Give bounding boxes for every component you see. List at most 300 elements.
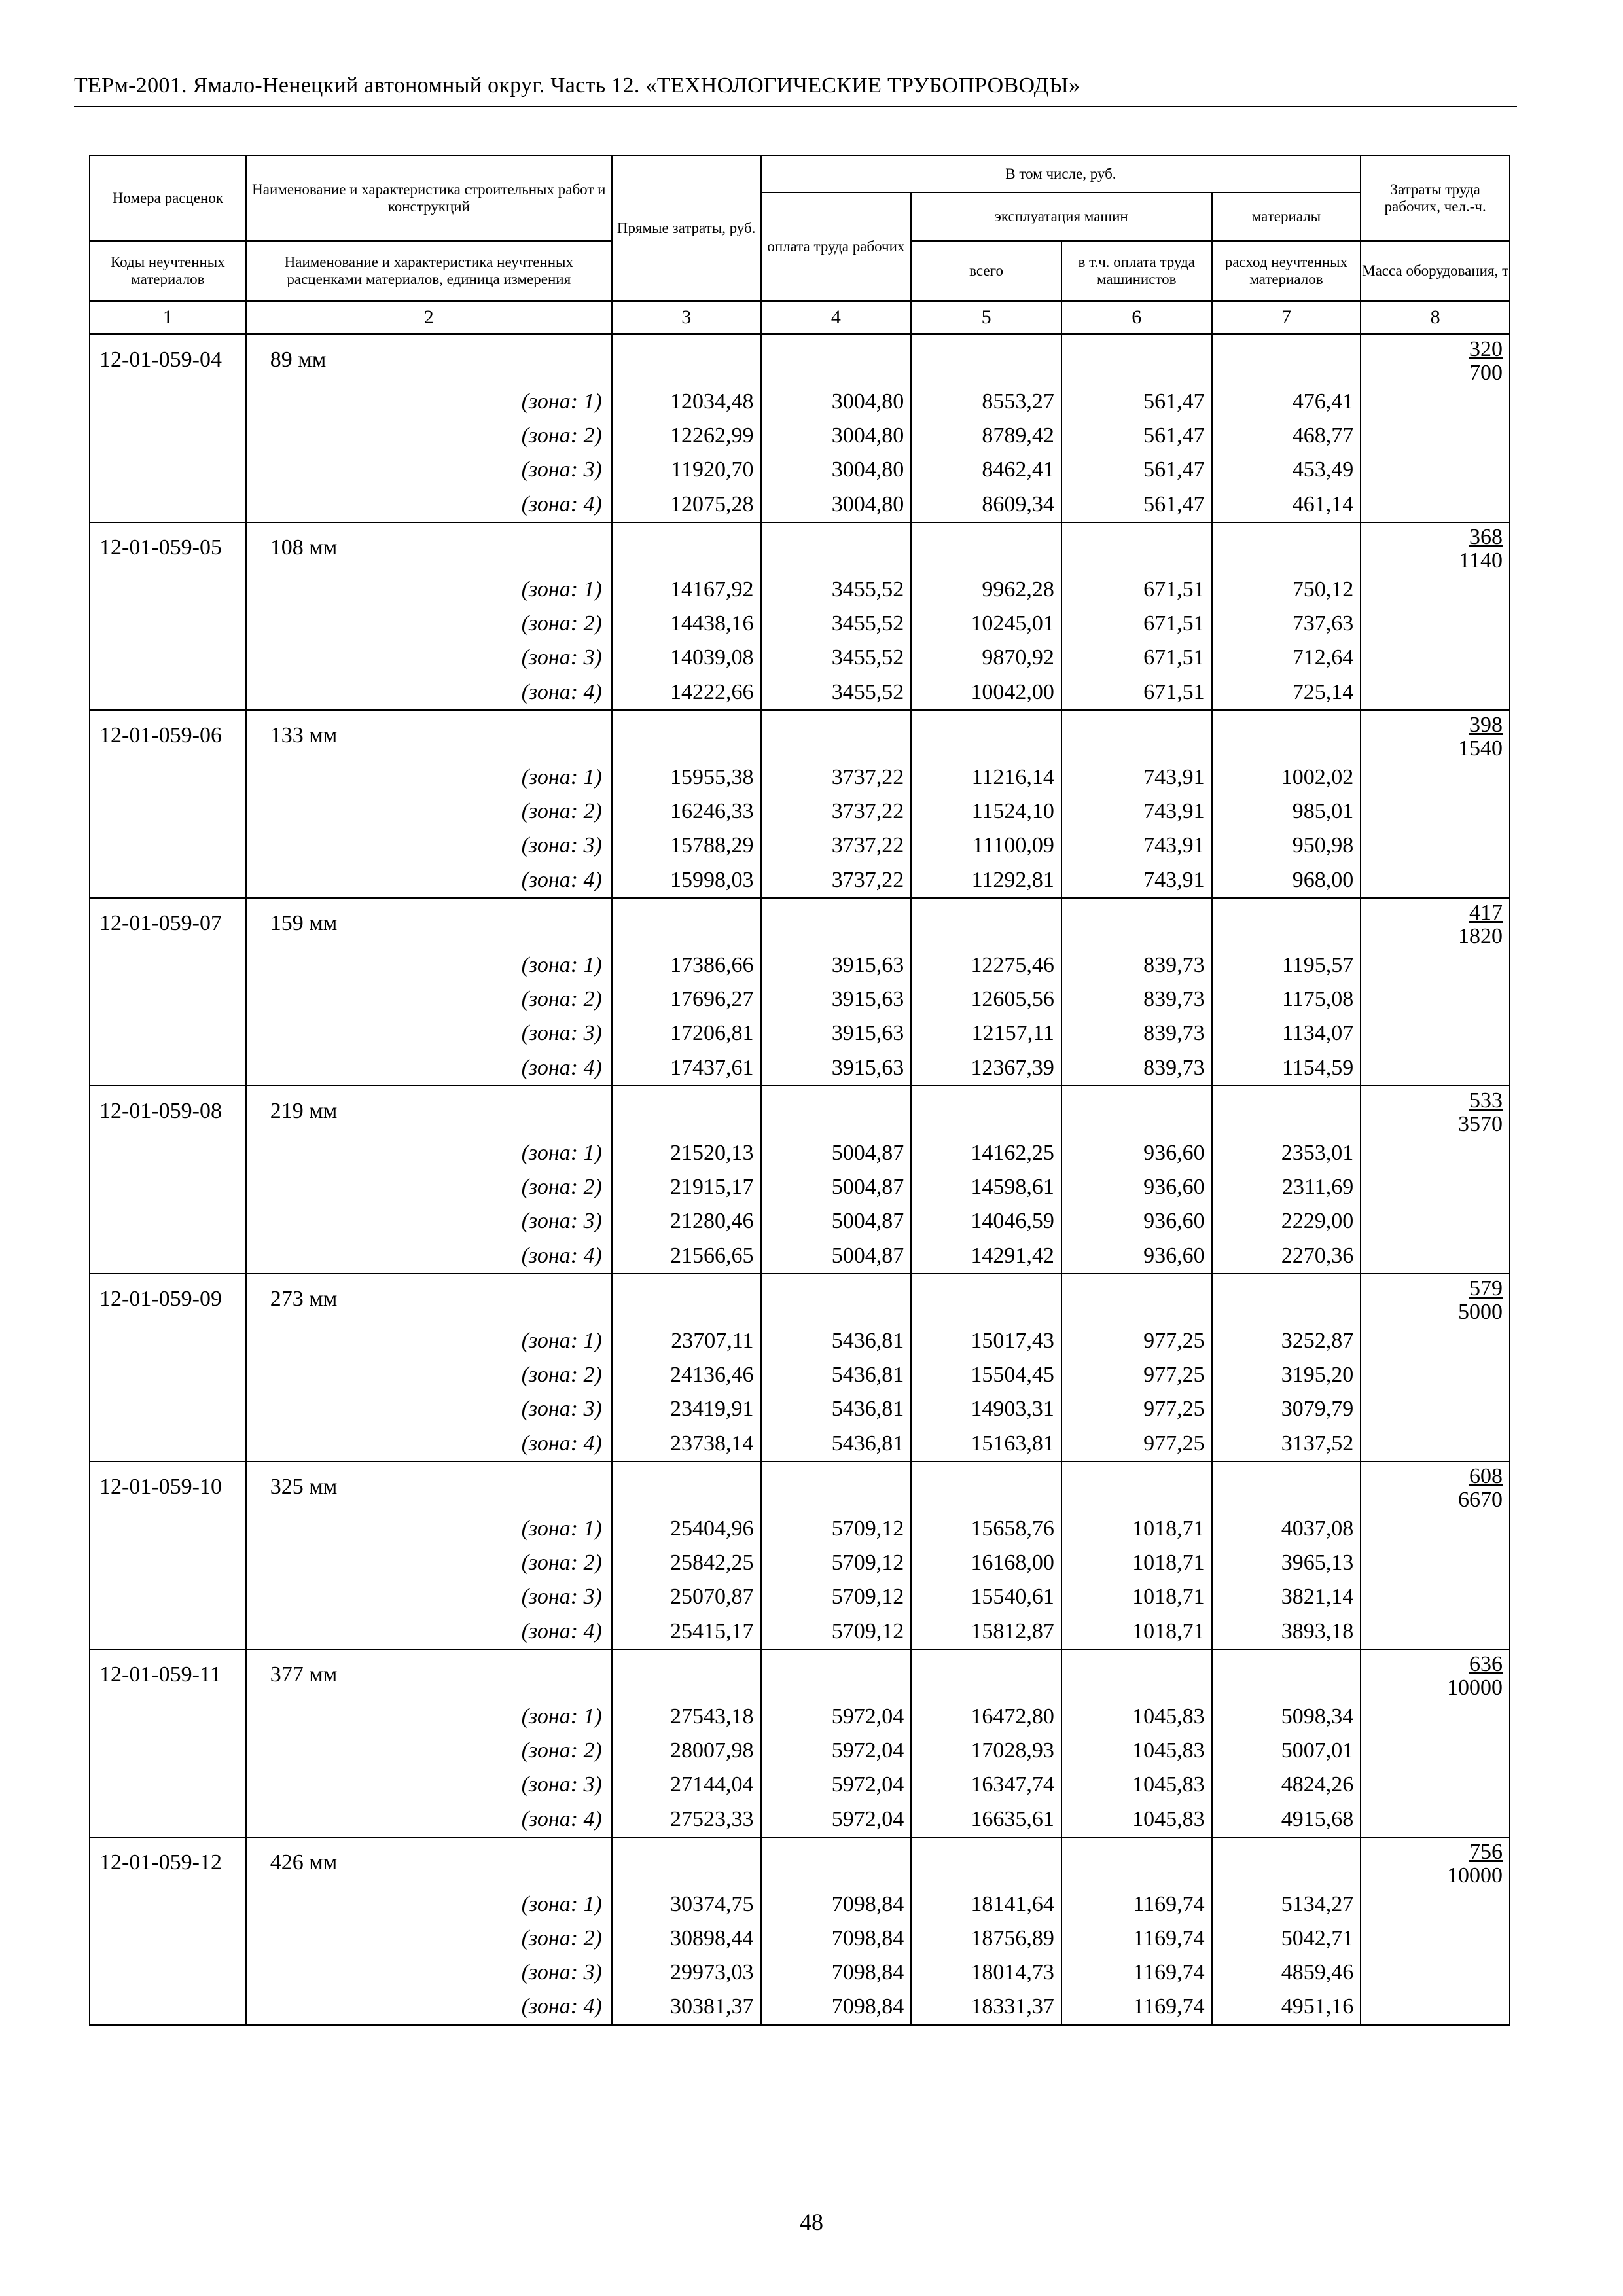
machinist-pay: 839,73: [1061, 982, 1212, 1016]
materials: 2229,00: [1212, 1204, 1361, 1238]
col-machine-ops: эксплуатация машин: [911, 192, 1211, 241]
materials: 1195,57: [1212, 948, 1361, 982]
machinist-pay: 671,51: [1061, 607, 1212, 641]
materials: 5098,34: [1212, 1700, 1361, 1734]
machinist-pay: 839,73: [1061, 948, 1212, 982]
machine-total: 15163,81: [911, 1426, 1061, 1462]
direct-costs: 15998,03: [612, 863, 761, 898]
direct-costs: 11920,70: [612, 453, 761, 487]
direct-costs: 17437,61: [612, 1050, 761, 1086]
zone-row: [90, 675, 1510, 710]
col-number: 8: [1361, 301, 1510, 334]
zone-row: [90, 1050, 1510, 1086]
materials: 3137,52: [1212, 1426, 1361, 1462]
materials: 3893,18: [1212, 1614, 1361, 1649]
labor-pay: 3455,52: [761, 641, 912, 675]
machinist-pay: 977,25: [1061, 1324, 1212, 1358]
rates-table: [89, 155, 1510, 2026]
zone-row: [90, 1358, 1510, 1392]
col-work-name: Наименование и характеристика строительных работ и конструкций: [246, 156, 612, 241]
machine-total: 8789,42: [911, 419, 1061, 453]
rate-code: 12-01-059-06: [90, 710, 246, 761]
materials: 2353,01: [1212, 1136, 1361, 1170]
machinist-pay: 1169,74: [1061, 1956, 1212, 1990]
materials: 750,12: [1212, 573, 1361, 607]
materials: 4824,26: [1212, 1768, 1361, 1802]
machine-total: 12275,46: [911, 948, 1061, 982]
zone-label: (зона: 1): [246, 1324, 612, 1358]
labor-mass-cell: [1361, 1462, 1510, 1512]
machine-total: 11524,10: [911, 795, 1061, 829]
zone-label: (зона: 2): [246, 607, 612, 641]
materials: 1154,59: [1212, 1050, 1361, 1086]
zone-label: (зона: 1): [246, 1888, 612, 1922]
machine-total: 17028,93: [911, 1734, 1061, 1768]
machine-total: 14903,31: [911, 1392, 1061, 1426]
machine-total: 11100,09: [911, 829, 1061, 863]
zone-label: (зона: 3): [246, 453, 612, 487]
direct-costs: 25842,25: [612, 1546, 761, 1580]
machinist-pay: 743,91: [1061, 863, 1212, 898]
direct-costs: 16246,33: [612, 795, 761, 829]
direct-costs: 24136,46: [612, 1358, 761, 1392]
col-equipment-mass: Масса оборудования, т: [1361, 241, 1510, 301]
rate-group-row: [90, 1086, 1510, 1136]
zone-row: [90, 1768, 1510, 1802]
rate-code: 12-01-059-10: [90, 1462, 246, 1512]
equipment-mass: 1140: [1459, 548, 1503, 573]
direct-costs: 27144,04: [612, 1768, 761, 1802]
equipment-mass: 700: [1469, 361, 1503, 385]
labor-pay: 5709,12: [761, 1512, 912, 1546]
rate-group-row: [90, 522, 1510, 573]
labor-pay: 3455,52: [761, 573, 912, 607]
direct-costs: 14167,92: [612, 573, 761, 607]
materials: 476,41: [1212, 385, 1361, 419]
zone-row: [90, 1922, 1510, 1956]
labor-pay: 3004,80: [761, 419, 912, 453]
labor-mass-cell: [1361, 1837, 1510, 1888]
equipment-mass: 1820: [1458, 924, 1503, 948]
zone-label: (зона: 4): [246, 487, 612, 522]
rate-name: 219 мм: [246, 1086, 612, 1136]
materials: 3195,20: [1212, 1358, 1361, 1392]
col-labor-costs: Затраты труда рабочих, чел.-ч.: [1361, 156, 1510, 241]
zone-row: [90, 829, 1510, 863]
zone-label: (зона: 1): [246, 573, 612, 607]
direct-costs: 12034,48: [612, 385, 761, 419]
materials: 4951,16: [1212, 1990, 1361, 2025]
labor-pay: 5972,04: [761, 1700, 912, 1734]
zone-row: [90, 1700, 1510, 1734]
machinist-pay: 1018,71: [1061, 1580, 1212, 1614]
labor-pay: 5436,81: [761, 1426, 912, 1462]
labor-mass-cell: [1361, 1086, 1510, 1136]
col-number: 3: [612, 301, 761, 334]
machine-total: 15504,45: [911, 1358, 1061, 1392]
direct-costs: 27523,33: [612, 1802, 761, 1837]
machinist-pay: 743,91: [1061, 761, 1212, 795]
col-unaccounted-names: Наименование и характеристика неучтенных расценками материалов, единица измерения: [246, 241, 612, 301]
direct-costs: 23419,91: [612, 1392, 761, 1426]
labor-mass-cell: [1361, 1649, 1510, 1700]
labor-pay: 3915,63: [761, 1050, 912, 1086]
page-header: ТЕРм-2001. Ямало-Ненецкий автономный округ. Часть 12. «ТЕХНОЛОГИЧЕСКИЕ ТРУБОПРОВОДЫ»: [74, 73, 1080, 98]
machine-total: 12605,56: [911, 982, 1061, 1016]
machine-total: 18014,73: [911, 1956, 1061, 1990]
rate-group-row: [90, 1649, 1510, 1700]
zone-label: (зона: 3): [246, 1580, 612, 1614]
rate-name: 89 мм: [246, 334, 612, 386]
direct-costs: 23738,14: [612, 1426, 761, 1462]
machinist-pay: 743,91: [1061, 795, 1212, 829]
rate-group-row: [90, 1837, 1510, 1888]
machine-total: 18756,89: [911, 1922, 1061, 1956]
materials: 3965,13: [1212, 1546, 1361, 1580]
direct-costs: 25404,96: [612, 1512, 761, 1546]
labor-pay: 5709,12: [761, 1546, 912, 1580]
zone-row: [90, 453, 1510, 487]
machinist-pay: 671,51: [1061, 573, 1212, 607]
labor-costs: 636: [1469, 1652, 1503, 1676]
materials: 3821,14: [1212, 1580, 1361, 1614]
labor-pay: 5436,81: [761, 1358, 912, 1392]
machinist-pay: 936,60: [1061, 1136, 1212, 1170]
col-rate-number: Номера расценок: [90, 156, 246, 241]
direct-costs: 21520,13: [612, 1136, 761, 1170]
labor-costs: 579: [1469, 1276, 1503, 1300]
machine-total: 10042,00: [911, 675, 1061, 710]
header-rule: [74, 106, 1517, 107]
zone-label: (зона: 1): [246, 1136, 612, 1170]
machine-total: 14598,61: [911, 1170, 1061, 1204]
rate-name: 426 мм: [246, 1837, 612, 1888]
rate-code: 12-01-059-08: [90, 1086, 246, 1136]
zone-label: (зона: 2): [246, 1546, 612, 1580]
col-number: 5: [911, 301, 1061, 334]
col-number: 7: [1212, 301, 1361, 334]
machine-total: 15812,87: [911, 1614, 1061, 1649]
direct-costs: 30374,75: [612, 1888, 761, 1922]
machinist-pay: 839,73: [1061, 1050, 1212, 1086]
labor-pay: 7098,84: [761, 1922, 912, 1956]
materials: 725,14: [1212, 675, 1361, 710]
zone-label: (зона: 4): [246, 1426, 612, 1462]
labor-pay: 7098,84: [761, 1888, 912, 1922]
zone-label: (зона: 3): [246, 1956, 612, 1990]
zone-label: (зона: 4): [246, 675, 612, 710]
labor-pay: 5004,87: [761, 1136, 912, 1170]
machinist-pay: 1018,71: [1061, 1512, 1212, 1546]
machine-total: 8462,41: [911, 453, 1061, 487]
zone-row: [90, 863, 1510, 898]
page-number: 48: [800, 2209, 823, 2235]
zone-row: [90, 1546, 1510, 1580]
materials: 461,14: [1212, 487, 1361, 522]
machine-total: 8609,34: [911, 487, 1061, 522]
zone-row: [90, 487, 1510, 522]
labor-pay: 3455,52: [761, 675, 912, 710]
zone-label: (зона: 4): [246, 1990, 612, 2025]
materials: 1134,07: [1212, 1016, 1361, 1050]
machine-total: 14291,42: [911, 1238, 1061, 1274]
direct-costs: 27543,18: [612, 1700, 761, 1734]
machine-total: 16168,00: [911, 1546, 1061, 1580]
col-machine-total: всего: [911, 241, 1061, 301]
zone-row: [90, 1580, 1510, 1614]
zone-label: (зона: 4): [246, 863, 612, 898]
zone-label: (зона: 2): [246, 982, 612, 1016]
machinist-pay: 671,51: [1061, 675, 1212, 710]
rate-group-row: [90, 710, 1510, 761]
direct-costs: 17696,27: [612, 982, 761, 1016]
machine-total: 9962,28: [911, 573, 1061, 607]
column-numbers-row: [90, 301, 1510, 334]
labor-mass-cell: [1361, 522, 1510, 573]
zone-row: [90, 761, 1510, 795]
direct-costs: 17386,66: [612, 948, 761, 982]
direct-costs: 21566,65: [612, 1238, 761, 1274]
zone-label: (зона: 4): [246, 1802, 612, 1837]
direct-costs: 30381,37: [612, 1990, 761, 2025]
machine-total: 15017,43: [911, 1324, 1061, 1358]
labor-costs: 320: [1469, 337, 1503, 361]
machinist-pay: 936,60: [1061, 1238, 1212, 1274]
zone-label: (зона: 4): [246, 1238, 612, 1274]
col-number: 4: [761, 301, 912, 334]
materials: 968,00: [1212, 863, 1361, 898]
labor-costs: 398: [1469, 713, 1503, 737]
labor-pay: 3004,80: [761, 453, 912, 487]
zone-label: (зона: 1): [246, 1512, 612, 1546]
machine-total: 12157,11: [911, 1016, 1061, 1050]
col-including: В том числе, руб.: [761, 156, 1361, 192]
labor-pay: 5709,12: [761, 1614, 912, 1649]
labor-costs: 608: [1469, 1464, 1503, 1488]
equipment-mass: 10000: [1447, 1676, 1503, 1700]
rate-group-row: [90, 1462, 1510, 1512]
labor-pay: 5004,87: [761, 1238, 912, 1274]
zone-row: [90, 1802, 1510, 1837]
col-number: 6: [1061, 301, 1212, 334]
zone-label: (зона: 2): [246, 1734, 612, 1768]
direct-costs: 25070,87: [612, 1580, 761, 1614]
materials: 5007,01: [1212, 1734, 1361, 1768]
machine-total: 16635,61: [911, 1802, 1061, 1837]
machine-total: 11216,14: [911, 761, 1061, 795]
machine-total: 15658,76: [911, 1512, 1061, 1546]
materials: 2270,36: [1212, 1238, 1361, 1274]
direct-costs: 21280,46: [612, 1204, 761, 1238]
materials: 5134,27: [1212, 1888, 1361, 1922]
machine-total: 10245,01: [911, 607, 1061, 641]
direct-costs: 29973,03: [612, 1956, 761, 1990]
zone-label: (зона: 3): [246, 641, 612, 675]
machinist-pay: 977,25: [1061, 1426, 1212, 1462]
zone-label: (зона: 3): [246, 1204, 612, 1238]
zone-label: (зона: 1): [246, 761, 612, 795]
zone-label: (зона: 2): [246, 1170, 612, 1204]
materials: 453,49: [1212, 453, 1361, 487]
materials: 950,98: [1212, 829, 1361, 863]
rates-body: [90, 334, 1510, 2026]
zone-row: [90, 1734, 1510, 1768]
labor-mass-cell: [1361, 898, 1510, 948]
machinist-pay: 743,91: [1061, 829, 1212, 863]
machinist-pay: 561,47: [1061, 419, 1212, 453]
direct-costs: 21915,17: [612, 1170, 761, 1204]
zone-row: [90, 1204, 1510, 1238]
rate-group-row: [90, 1274, 1510, 1324]
machine-total: 9870,92: [911, 641, 1061, 675]
labor-pay: 5709,12: [761, 1580, 912, 1614]
labor-pay: 3915,63: [761, 982, 912, 1016]
labor-pay: 3915,63: [761, 948, 912, 982]
rate-code: 12-01-059-12: [90, 1837, 246, 1888]
materials: 1175,08: [1212, 982, 1361, 1016]
labor-costs: 756: [1469, 1840, 1503, 1864]
zone-row: [90, 1614, 1510, 1649]
zone-row: [90, 1016, 1510, 1050]
machinist-pay: 839,73: [1061, 1016, 1212, 1050]
direct-costs: 12262,99: [612, 419, 761, 453]
machinist-pay: 561,47: [1061, 487, 1212, 522]
zone-row: [90, 1238, 1510, 1274]
rate-name: 159 мм: [246, 898, 612, 948]
zone-row: [90, 1324, 1510, 1358]
zone-row: [90, 1990, 1510, 2025]
direct-costs: 14222,66: [612, 675, 761, 710]
machine-total: 16472,80: [911, 1700, 1061, 1734]
direct-costs: 12075,28: [612, 487, 761, 522]
machine-total: 14046,59: [911, 1204, 1061, 1238]
zone-label: (зона: 2): [246, 1358, 612, 1392]
labor-pay: 7098,84: [761, 1956, 912, 1990]
labor-pay: 5004,87: [761, 1204, 912, 1238]
materials: 4859,46: [1212, 1956, 1361, 1990]
labor-pay: 3737,22: [761, 829, 912, 863]
zone-label: (зона: 1): [246, 948, 612, 982]
labor-pay: 5436,81: [761, 1324, 912, 1358]
zone-label: (зона: 2): [246, 795, 612, 829]
rate-code: 12-01-059-09: [90, 1274, 246, 1324]
zone-row: [90, 1888, 1510, 1922]
materials: 5042,71: [1212, 1922, 1361, 1956]
direct-costs: 15788,29: [612, 829, 761, 863]
machine-total: 8553,27: [911, 385, 1061, 419]
machinist-pay: 1045,83: [1061, 1768, 1212, 1802]
col-number: 1: [90, 301, 246, 334]
col-machinist-pay: в т.ч. оплата труда машинистов: [1061, 241, 1212, 301]
rate-code: 12-01-059-04: [90, 334, 246, 386]
col-unaccounted-codes: Коды неучтенных материалов: [90, 241, 246, 301]
equipment-mass: 6670: [1458, 1488, 1503, 1512]
direct-costs: 15955,38: [612, 761, 761, 795]
materials: 3079,79: [1212, 1392, 1361, 1426]
zone-row: [90, 385, 1510, 419]
rate-name: 273 мм: [246, 1274, 612, 1324]
machinist-pay: 936,60: [1061, 1204, 1212, 1238]
zone-label: (зона: 2): [246, 419, 612, 453]
machinist-pay: 1018,71: [1061, 1614, 1212, 1649]
direct-costs: 28007,98: [612, 1734, 761, 1768]
materials: 737,63: [1212, 607, 1361, 641]
machine-total: 14162,25: [911, 1136, 1061, 1170]
labor-pay: 5436,81: [761, 1392, 912, 1426]
rate-name: 133 мм: [246, 710, 612, 761]
labor-pay: 5004,87: [761, 1170, 912, 1204]
zone-row: [90, 607, 1510, 641]
machinist-pay: 1018,71: [1061, 1546, 1212, 1580]
zone-label: (зона: 3): [246, 1768, 612, 1802]
materials: 3252,87: [1212, 1324, 1361, 1358]
zone-row: [90, 795, 1510, 829]
labor-costs: 417: [1469, 901, 1503, 925]
machinist-pay: 1045,83: [1061, 1802, 1212, 1837]
labor-pay: 5972,04: [761, 1734, 912, 1768]
zone-row: [90, 982, 1510, 1016]
materials: 4037,08: [1212, 1512, 1361, 1546]
rate-name: 108 мм: [246, 522, 612, 573]
labor-costs: 533: [1469, 1088, 1503, 1113]
machinist-pay: 1169,74: [1061, 1990, 1212, 2025]
machinist-pay: 977,25: [1061, 1358, 1212, 1392]
labor-pay: 5972,04: [761, 1802, 912, 1837]
labor-pay: 3737,22: [761, 863, 912, 898]
rate-code: 12-01-059-07: [90, 898, 246, 948]
zone-row: [90, 419, 1510, 453]
machine-total: 12367,39: [911, 1050, 1061, 1086]
col-number: 2: [246, 301, 612, 334]
rate-code: 12-01-059-05: [90, 522, 246, 573]
materials: 2311,69: [1212, 1170, 1361, 1204]
labor-pay: 7098,84: [761, 1990, 912, 2025]
machinist-pay: 1169,74: [1061, 1922, 1212, 1956]
labor-mass-cell: [1361, 334, 1510, 386]
materials: 468,77: [1212, 419, 1361, 453]
zone-row: [90, 1136, 1510, 1170]
labor-pay: 3004,80: [761, 385, 912, 419]
machinist-pay: 561,47: [1061, 453, 1212, 487]
zone-row: [90, 1426, 1510, 1462]
col-unaccounted-materials: расход неучтенных материалов: [1212, 241, 1361, 301]
equipment-mass: 5000: [1458, 1300, 1503, 1324]
machine-total: 18331,37: [911, 1990, 1061, 2025]
labor-mass-cell: [1361, 710, 1510, 761]
rate-name: 325 мм: [246, 1462, 612, 1512]
direct-costs: 23707,11: [612, 1324, 761, 1358]
rate-group-row: [90, 334, 1510, 386]
zone-label: (зона: 1): [246, 1700, 612, 1734]
zone-label: (зона: 4): [246, 1050, 612, 1086]
direct-costs: 30898,44: [612, 1922, 761, 1956]
rate-code: 12-01-059-11: [90, 1649, 246, 1700]
zone-label: (зона: 3): [246, 1392, 612, 1426]
machine-total: 16347,74: [911, 1768, 1061, 1802]
labor-pay: 5972,04: [761, 1768, 912, 1802]
rate-group-row: [90, 898, 1510, 948]
materials: 4915,68: [1212, 1802, 1361, 1837]
machinist-pay: 1169,74: [1061, 1888, 1212, 1922]
equipment-mass: 10000: [1447, 1863, 1503, 1888]
labor-costs: 368: [1469, 525, 1503, 549]
direct-costs: 14438,16: [612, 607, 761, 641]
zone-label: (зона: 2): [246, 1922, 612, 1956]
machinist-pay: 1045,83: [1061, 1734, 1212, 1768]
machine-total: 18141,64: [911, 1888, 1061, 1922]
machinist-pay: 561,47: [1061, 385, 1212, 419]
col-labor-pay: оплата труда рабочих: [761, 192, 912, 301]
